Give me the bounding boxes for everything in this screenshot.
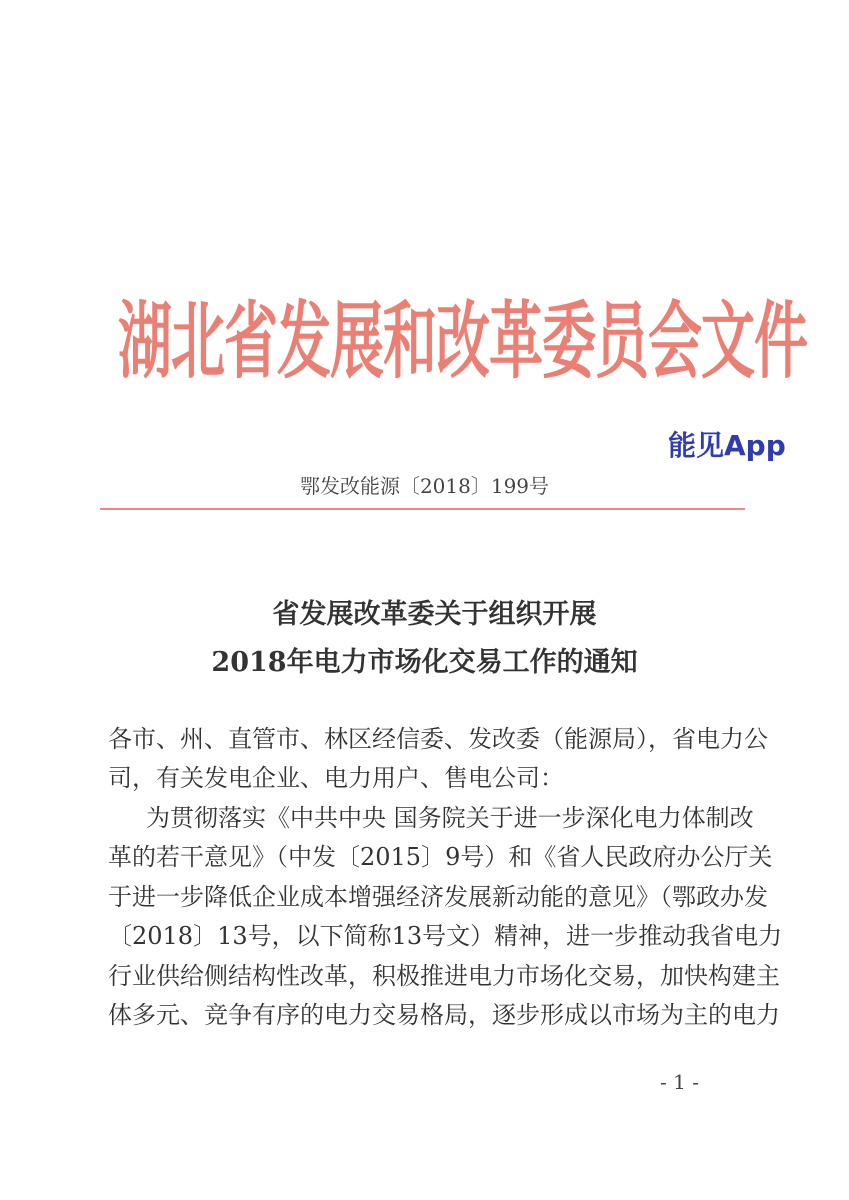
page-number: - 1 - xyxy=(660,1070,699,1094)
body-line: 体多元、竞争有序的电力交易格局，逐步形成以市场为主的电力 xyxy=(108,1001,780,1029)
body-line: 行业供给侧结构性改革，积极推进电力市场化交易，加快构建主 xyxy=(108,962,780,990)
document-masthead: 湖北省发展和改革委员会文件 xyxy=(118,292,807,391)
document-title-line-1: 省发展改革委关于组织开展 xyxy=(272,599,597,630)
body-line: 〔2018〕13号，以下简称13号文）精神，进一步推动我省电力 xyxy=(108,922,783,950)
body-line: 为贯彻落实《中共中央 国务院关于进一步深化电力体制改 xyxy=(146,804,754,832)
red-divider xyxy=(100,508,745,510)
watermark-logo: 能见App xyxy=(668,429,786,462)
body-line: 革的若干意见》（中发〔2015〕9号）和《省人民政府办公厅关 xyxy=(108,843,773,871)
document-number: 鄂发改能源〔2018〕199号 xyxy=(299,474,550,498)
body-line: 于进一步降低企业成本增强经济发展新动能的意见》（鄂政办发 xyxy=(108,883,768,911)
document-title-line-2: 2018年电力市场化交易工作的通知 xyxy=(211,647,638,678)
body-line: 司，有关发电企业、电力用户、售电公司： xyxy=(108,764,564,792)
body-line: 各市、州、直管市、林区经信委、发改委（能源局），省电力公 xyxy=(108,725,768,753)
